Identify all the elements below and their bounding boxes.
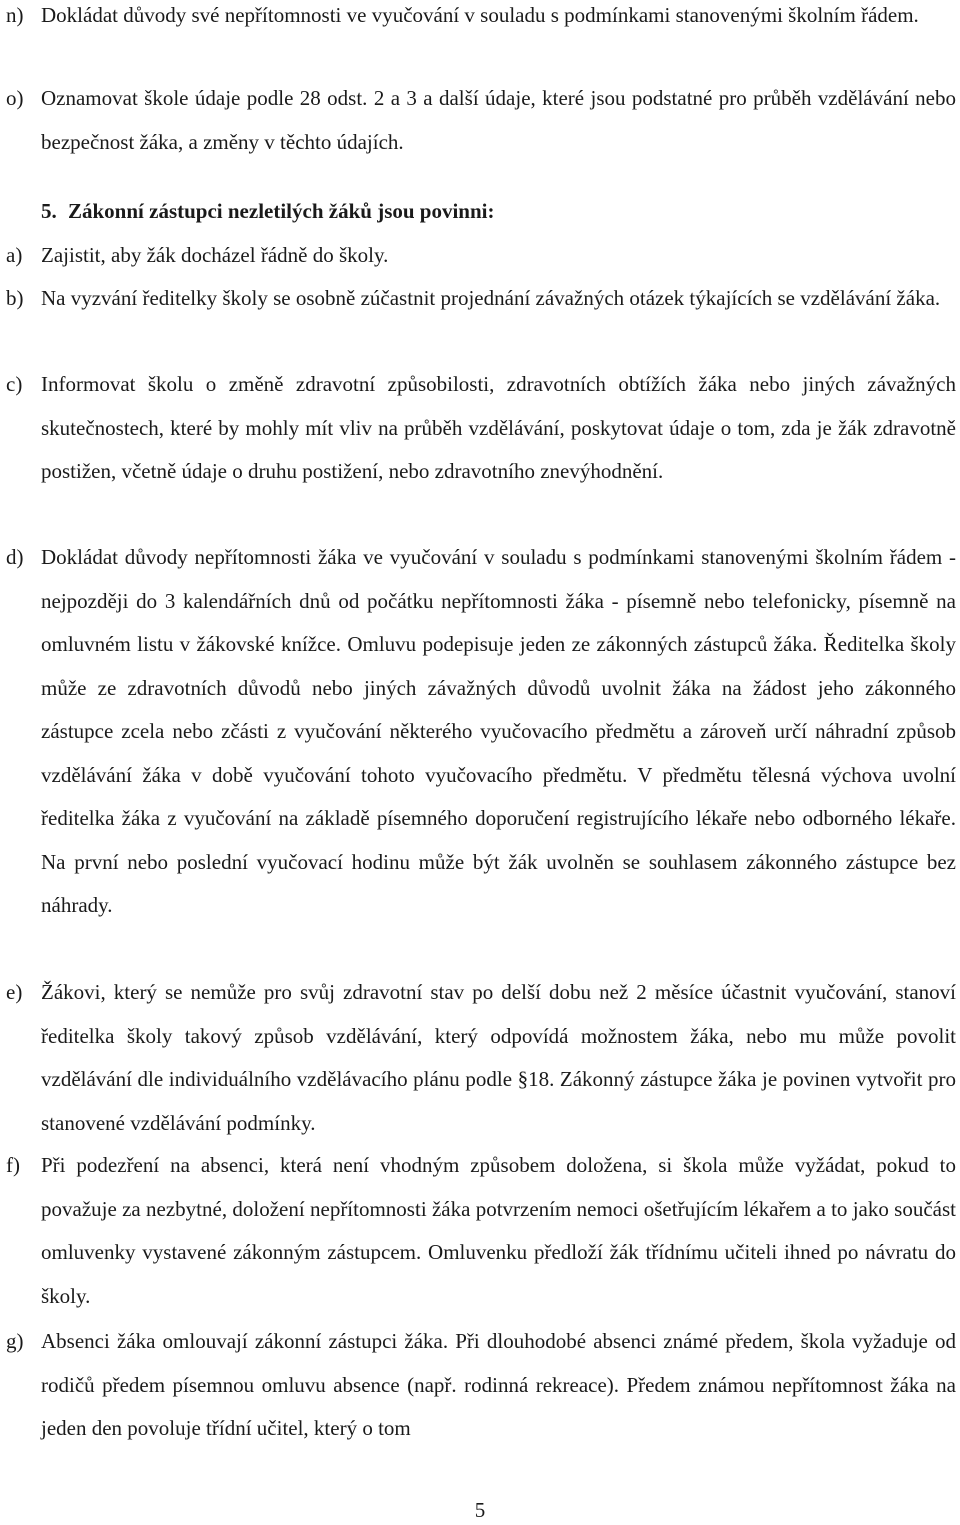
section-number: 5. (41, 199, 57, 223)
list-marker: c) (6, 372, 23, 396)
list-item-text: Oznamovat škole údaje podle 28 odst. 2 a 3 a další údaje, které jsou podstatné pro průběh vzdělávání nebo bezpečnost žáka, a změny v těchto údajích. (41, 86, 956, 154)
section-title: Zákonní zástupci nezletilých žáků jsou povinni: (68, 199, 495, 223)
list-item-o (6, 77, 956, 164)
list-item-text: Dokládat důvody své nepřítomnosti ve vyučování v souladu s podmínkami stanovenými školním řádem. (41, 3, 919, 27)
list-item-text: Žákovi, který se nemůže pro svůj zdravotní stav po delší dobu než 2 měsíce účastnit vyučování, stanoví ředitelka školy takový způsob vzdělávání, který odpovídá možnostem žáka, nebo mu může povolit vzdělávání dle individuálního vzdělávacího plánu podle §18. Zákonný zástupce žáka je povinen vytvořit pro stanovené vzdělávání podmínky. (41, 980, 956, 1135)
list-marker: g) (6, 1329, 24, 1353)
list-marker: a) (6, 243, 23, 267)
list-item-text: Na vyzvání ředitelky školy se osobně zúčastnit projednání závažných otázek týkajících se vzdělávání žáka. (41, 286, 941, 310)
list-item-e (6, 971, 956, 1145)
list-item-text: Absenci žáka omlouvají zákonní zástupci žáka. Při dlouhodobé absenci známé předem, škola vyžaduje od rodičů předem písemnou omluvu absence (např. rodinná rekreace). Předem známou nepřítomnost žáka na jeden den povoluje třídní učitel, který o tom (41, 1329, 956, 1440)
list-item-n (6, 0, 956, 38)
list-item-f (6, 1144, 956, 1318)
list-item-text: Dokládat důvody nepřítomnosti žáka ve vyučování v souladu s podmínkami stanovenými školním řádem - nejpozději do 3 kalendářních dnů od počátku nepřítomnosti žáka - písemně nebo telefonicky, písemně na omluvném listu v žákovské knížce. Omluvu podepisuje jeden ze zákonných zástupců žáka. Ředitelka školy může ze zdravotních důvodů nebo jiných závažných důvodů uvolnit žáka na žádost jeho zákonného zástupce zcela nebo zčásti z vyučování některého vyučovacího předmětu a zároveň určí náhradní způsob vzdělávání žáka v době vyučování tohoto vyučovacího předmětu. V předmětu tělesná výchova uvolní ředitelka žáka z vyučování na základě písemného doporučení registrujícího lékaře nebo odborného lékaře. Na první nebo poslední vyučovací hodinu může být žák uvolněn se souhlasem zákonného zástupce bez náhrady. (41, 545, 956, 917)
list-marker: b) (6, 286, 24, 310)
list-item-text: Informovat školu o změně zdravotní způsobilosti, zdravotních obtížích žáka nebo jiných závažných skutečnostech, které by mohly mít vliv na průběh vzdělávání, poskytovat údaje o tom, zda je žák zdravotně postižen, včetně údaje o druhu postižení, nebo zdravotního znevýhodnění. (41, 372, 956, 483)
list-item-text: Při podezření na absenci, která není vhodným způsobem doložena, si škola může vyžádat, pokud to považuje za nezbytné, doložení nepřítomnosti žáka potvrzením nemoci ošetřujícím lékařem a to jako součást omluvenky vystavené zákonným zástupcem. Omluvenku předloží žák třídnímu učiteli ihned po návratu do školy. (41, 1153, 956, 1308)
page-number: 5 (474, 1498, 486, 1522)
list-item-a (6, 234, 956, 278)
list-item-d (6, 536, 956, 928)
list-marker: e) (6, 980, 23, 1004)
list-item-c (6, 363, 956, 494)
list-marker: n) (6, 3, 24, 27)
list-item-g (6, 1320, 956, 1451)
list-marker: f) (6, 1153, 20, 1177)
list-marker: d) (6, 545, 24, 569)
list-marker: o) (6, 86, 24, 110)
section-heading (41, 190, 495, 234)
list-item-text: Zajistit, aby žák docházel řádně do školy. (41, 243, 389, 267)
list-item-b (6, 277, 956, 321)
